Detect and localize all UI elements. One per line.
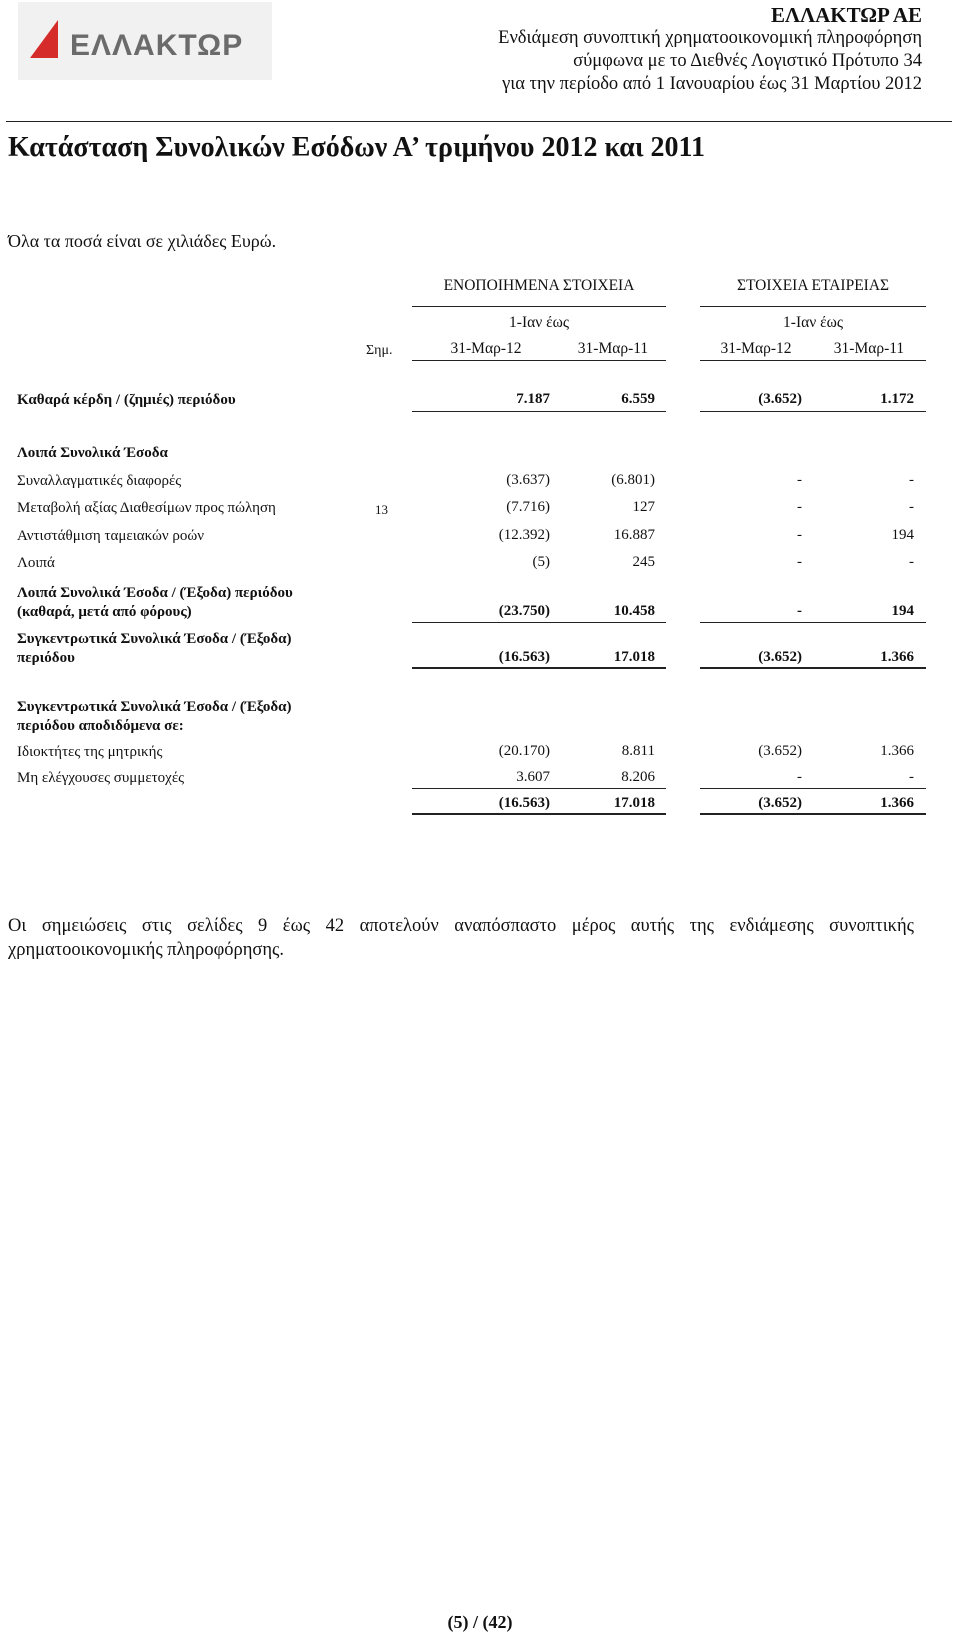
value-owners-c2: 8.811 bbox=[621, 743, 655, 759]
value-net-profit-c1: 7.187 bbox=[516, 391, 550, 407]
value-oci-total-c2: 10.458 bbox=[613, 603, 655, 619]
page-title: Κατάσταση Συνολικών Εσόδων Α’ τριμήνου 2012 και 2011 bbox=[8, 132, 705, 163]
value-other-c3: - bbox=[797, 554, 802, 570]
rule-net-profit-consolidated bbox=[412, 411, 666, 412]
value-total-ci-c3: (3.652) bbox=[758, 649, 802, 665]
document-header bbox=[498, 4, 922, 96]
row-label-net-profit: Καθαρά κέρδη / (ζημιές) περιόδου bbox=[17, 392, 236, 408]
period-label-company: 1-Ιαν έως bbox=[783, 314, 843, 331]
value-total-ci-c1: (16.563) bbox=[498, 649, 550, 665]
value-fx-c4: - bbox=[909, 472, 914, 488]
value-oci-total-c3: - bbox=[797, 603, 802, 619]
footnote: Οι σημειώσεις στις σελίδες 9 έως 42 αποτελούν αναπόσπαστο μέρος αυτής της ενδιάμεσης συνοπτικής χρηματοοικονομικής πληροφόρησης. bbox=[8, 916, 914, 960]
rule-nci-consolidated bbox=[412, 788, 666, 789]
amounts-note: Όλα τα ποσά είναι σε χιλιάδες Ευρώ. bbox=[8, 231, 277, 251]
double-rule-attrib-total-company bbox=[700, 813, 926, 815]
value-fx-c1: (3.637) bbox=[506, 472, 550, 488]
column-header-c2: 31-Μαρ-11 bbox=[577, 340, 649, 357]
value-afs-c4: - bbox=[909, 499, 914, 515]
header-rule-consolidated bbox=[412, 360, 666, 361]
group-rule-consolidated bbox=[412, 306, 666, 307]
value-afs-c1: (7.716) bbox=[506, 499, 550, 515]
value-owners-c3: (3.652) bbox=[758, 743, 802, 759]
value-total-ci-c4: 1.366 bbox=[880, 649, 914, 665]
row-label-hedge: Αντιστάθμιση ταμειακών ροών bbox=[17, 528, 205, 544]
value-net-profit-c3: (3.652) bbox=[758, 391, 802, 407]
column-header-c3: 31-Μαρ-12 bbox=[720, 340, 792, 357]
value-attrib-total-c1: (16.563) bbox=[498, 795, 550, 811]
value-nci-c4: - bbox=[909, 769, 914, 785]
row-label-oci-total-line1: Λοιπά Συνολικά Έσοδα / (Έξοδα) περιόδου bbox=[17, 585, 293, 601]
value-nci-c2: 8.206 bbox=[621, 769, 655, 785]
value-net-profit-c4: 1.172 bbox=[880, 391, 914, 407]
value-owners-c1: (20.170) bbox=[498, 743, 550, 759]
row-label-owners: Ιδιοκτήτες της μητρικής bbox=[17, 744, 163, 760]
section-title-attrib-line1: Συγκεντρωτικά Συνολικά Έσοδα / (Έξοδα) bbox=[17, 699, 292, 715]
section-title-oci: Λοιπά Συνολικά Έσοδα bbox=[17, 445, 168, 461]
row-label-other: Λοιπά bbox=[17, 555, 55, 571]
header-line-3: για την περίοδο από 1 Ιανουαρίου έως 31 Μαρτίου 2012 bbox=[502, 74, 922, 94]
header-line-1: Ενδιάμεση συνοπτική χρηματοοικονομική πληροφόρηση bbox=[498, 28, 922, 48]
value-hedge-c3: - bbox=[797, 527, 802, 543]
value-attrib-total-c4: 1.366 bbox=[880, 795, 914, 811]
note-ref-afs: 13 bbox=[375, 502, 388, 517]
double-rule-attrib-total-consolidated bbox=[412, 813, 666, 815]
value-hedge-c4: 194 bbox=[891, 527, 914, 543]
company-name: ΕΛΛΑΚΤΩΡ ΑΕ bbox=[771, 3, 922, 27]
column-header-c1: 31-Μαρ-12 bbox=[450, 340, 522, 357]
value-owners-c4: 1.366 bbox=[880, 743, 914, 759]
value-oci-total-c1: (23.750) bbox=[498, 603, 550, 619]
logo-text: ΕΛΛΑΚΤΩΡ bbox=[70, 29, 244, 62]
value-nci-c1: 3.607 bbox=[516, 769, 550, 785]
row-label-oci-total-line2: (καθαρά, μετά από φόρους) bbox=[17, 604, 192, 620]
rule-oci-total-consolidated bbox=[412, 622, 666, 623]
header-line-2: σύμφωνα με το Διεθνές Λογιστικό Πρότυπο 34 bbox=[573, 51, 922, 71]
rule-oci-total-company bbox=[700, 622, 926, 623]
value-hedge-c2: 16.887 bbox=[613, 527, 655, 543]
value-fx-c3: - bbox=[797, 472, 802, 488]
row-label-total-ci-line2: περιόδου bbox=[17, 650, 75, 666]
value-attrib-total-c2: 17.018 bbox=[613, 795, 655, 811]
row-label-afs: Μεταβολή αξίας Διαθεσίμων προς πώληση bbox=[17, 500, 276, 516]
value-nci-c3: - bbox=[797, 769, 802, 785]
period-label-consolidated: 1-Ιαν έως bbox=[509, 314, 569, 331]
value-attrib-total-c3: (3.652) bbox=[758, 795, 802, 811]
double-rule-total-ci-company bbox=[700, 667, 926, 669]
column-group-consolidated: ΕΝΟΠΟΙΗΜΕΝΑ ΣΤΟΙΧΕΙΑ bbox=[443, 277, 635, 294]
value-oci-total-c4: 194 bbox=[891, 603, 914, 619]
header-rule-company bbox=[700, 360, 926, 361]
page-number: (5) / (42) bbox=[447, 1612, 513, 1632]
rule-net-profit-company bbox=[700, 411, 926, 412]
row-label-nci: Μη ελέγχουσες συμμετοχές bbox=[17, 770, 185, 786]
note-column-header: Σημ. bbox=[366, 343, 393, 358]
rule-nci-company bbox=[700, 788, 926, 789]
value-other-c1: (5) bbox=[532, 554, 550, 570]
value-afs-c2: 127 bbox=[632, 499, 655, 515]
value-net-profit-c2: 6.559 bbox=[621, 391, 655, 407]
double-rule-total-ci-consolidated bbox=[412, 667, 666, 669]
value-other-c4: - bbox=[909, 554, 914, 570]
value-fx-c2: (6.801) bbox=[611, 472, 655, 488]
column-group-company: ΣΤΟΙΧΕΙΑ ΕΤΑΙΡΕΙΑΣ bbox=[736, 277, 890, 294]
row-label-fx: Συναλλαγματικές διαφορές bbox=[17, 473, 182, 489]
logo-triangle-icon bbox=[30, 20, 58, 58]
group-rule-company bbox=[700, 306, 926, 307]
value-afs-c3: - bbox=[797, 499, 802, 515]
row-label-total-ci-line1: Συγκεντρωτικά Συνολικά Έσοδα / (Έξοδα) bbox=[17, 631, 292, 647]
logo-graphic bbox=[26, 18, 266, 64]
column-header-c4: 31-Μαρ-11 bbox=[833, 340, 905, 357]
section-title-attrib-line2: περιόδου αποδιδόμενα σε: bbox=[17, 718, 184, 734]
value-other-c2: 245 bbox=[632, 554, 655, 570]
value-hedge-c1: (12.392) bbox=[498, 527, 550, 543]
value-total-ci-c2: 17.018 bbox=[613, 649, 655, 665]
header-divider bbox=[6, 121, 952, 122]
company-logo bbox=[18, 2, 272, 80]
